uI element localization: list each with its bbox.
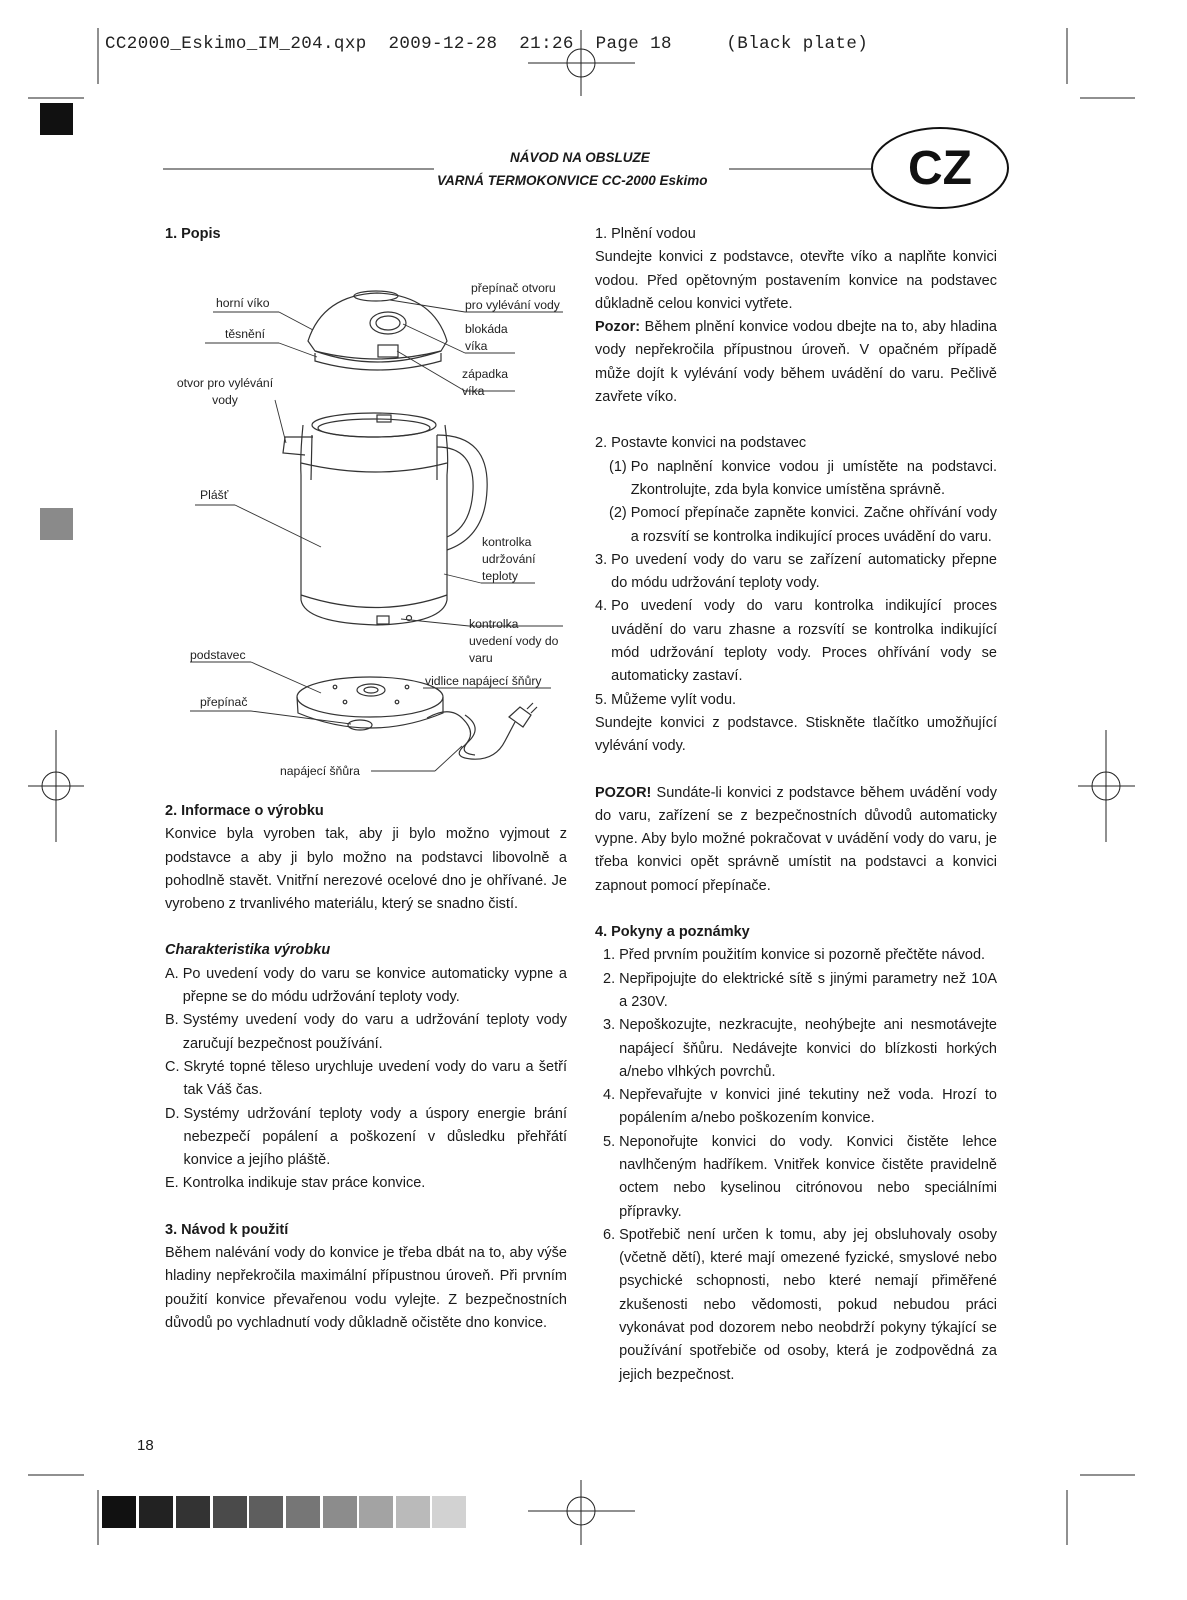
- label-snura: napájecí šňůra: [280, 764, 360, 778]
- label-kontrolka-udrzovani-line1: kontrolka: [482, 535, 532, 549]
- list-item: 4. Nepřevařujte v konvici jiné tekutiny než voda. Hrozí to popálením a/nebo poškozením konvice.: [603, 1087, 997, 1127]
- label-vidlice: vidlice napájecí šňůry: [425, 674, 542, 688]
- list-item: 5. Neponořujte konvici do vody. Konvici čistěte lehce navlhčeným hadříkem. Vnitřek konvice čistěte pravidelně octem nebo kyselinou citrónovou nebo speciálními přípravky.: [603, 1133, 997, 1220]
- list-item: (2) Pomocí přepínače zapněte konvici. Začne ohřívání vody a rozsvítí se kontrolka indikující proces uvádění do varu.: [609, 505, 997, 545]
- label-plast: Plášť: [200, 488, 229, 502]
- list-item: D. Systémy udržování teploty vody a úspory energie brání nebezpečí popálení a poškození v důsledku přehřátí konvice a jejího pláště.: [165, 1105, 567, 1169]
- section-popis-heading: 1. Popis: [165, 226, 221, 242]
- list-item: A. Po uvedení vody do varu se konvice automaticky vypne a přepne se do módu udržování teploty vody.: [165, 965, 567, 1006]
- label-kontrolka-udrzovani-line2: udržování: [482, 552, 536, 566]
- kettle-body-outline: [301, 425, 448, 625]
- kettle-diagram: [165, 275, 575, 790]
- swatch: [176, 1496, 210, 1528]
- label-podstavec: podstavec: [190, 648, 246, 662]
- header-title-2: VARNÁ TERMOKONVICE CC-2000 Eskimo: [437, 173, 708, 188]
- label-kontrolka-uvedeni-line2: uvedení vody do: [469, 634, 559, 648]
- list-item: 2. Nepřipojujte do elektrické sítě s jinými parametry než 10A a 230V.: [603, 970, 997, 1010]
- file-slug: CC2000_Eskimo_IM_204.qxp 2009-12-28 21:26 Page 18 (Black plate): [105, 34, 869, 54]
- list-item: B. Systémy uvedení vody do varu a udržování teploty vody zaručují bezpečnost používání.: [165, 1012, 567, 1052]
- swatch: [286, 1496, 320, 1528]
- label-prepinac-otvoru-line1: přepínač otvoru: [471, 281, 556, 295]
- fill-text: Sundejte konvici z podstavce, otevřte víko a naplňte konvici vodou. Před opětovným postavením konvice na podstavec důkladně celou konvici vytřete.: [595, 249, 997, 312]
- country-badge: [870, 125, 1012, 215]
- section-char-heading: Charakteristika výrobku: [165, 942, 331, 959]
- label-zapadka-line2: víka: [462, 384, 485, 398]
- place-heading: 2. Postavte konvici na podstavec: [595, 435, 807, 452]
- list-item: 1. Před prvním použitím konvice si pozorně přečtěte návod.: [603, 947, 986, 964]
- label-blokada-line2: víka: [465, 339, 488, 353]
- label-horni-viko: horní víko: [216, 296, 270, 310]
- warning-text: Sundáte-li konvici z podstavce během uvádění vody do varu, zařízení se z bezpečnostních důvodů automaticky vypne. Aby bylo možné pokračovat v uvádění vody do varu, je třeba konvici opět správně umístit na podstavci a konvici zapnout pomocí přepínače.: [595, 784, 997, 894]
- label-kontrolka-uvedeni-line3: varu: [469, 651, 493, 665]
- label-blokada-line1: blokáda: [465, 322, 508, 336]
- section-use-heading: 3. Návod k použití: [165, 1221, 289, 1238]
- fill-heading: 1. Plnění vodou: [595, 226, 696, 242]
- list-item: 3. Nepoškozujte, nezkracujte, neohýbejte ani nesmotávejte napájecí šňůru. Nedávejte konvici do blízkosti horkých a/nebo vlhkých povrchů.: [603, 1017, 997, 1080]
- section-info-text: Konvice byla vyroben tak, aby ji bylo možno vyjmout z podstavce a aby ji bylo možno na podstavci libovolně a pohodlně stavět. Vnitřní nerezové ocelové dno je ohřívané. Je vyrobeno z trvanlivého materiálu, který se snadno čistí.: [165, 826, 567, 913]
- label-zapadka-line1: západka: [462, 367, 509, 381]
- list-item: 4. Po uvedení vody do varu kontrolka indikující proces uvádění do varu zhasne a rozsvítí se kontrolka indikující mód udržování teploty vody. Proces ohřívání vody se automaticky zastaví.: [595, 598, 997, 685]
- swatch: [249, 1496, 283, 1528]
- after-text: Sundejte konvici z podstavce. Stiskněte tlačítko umožňující vylévání vody.: [595, 714, 997, 755]
- swatch: [323, 1496, 357, 1528]
- pozor-text: Během plnění konvice vodou dbejte na to, aby hladina vody nepřekročila přípustnou úroveň. V opačném případě může dojít k vylévání vody během uvádění do varu. Pečlivě zavřete víko.: [595, 319, 997, 406]
- pozor-paragraph: [595, 316, 997, 409]
- swatch: [102, 1496, 136, 1528]
- left-column-top: [165, 223, 567, 246]
- section-info-heading: 2. Informace o výrobku: [165, 803, 324, 819]
- label-otvor-line2: vody: [212, 393, 238, 407]
- swatch: [359, 1496, 393, 1528]
- swatch: [213, 1496, 247, 1528]
- label-tesneni: těsnění: [225, 327, 265, 341]
- list-item: C. Skryté topné těleso urychluje uvedení vody do varu a šetří tak Váš čas.: [165, 1058, 567, 1099]
- label-kontrolka-udrzovani-line3: teploty: [482, 569, 518, 583]
- label-prepinac-otvoru-line2: pro vylévání vody: [465, 298, 560, 312]
- warning-label: POZOR!: [595, 784, 652, 801]
- notes-heading: 4. Pokyny a poznámky: [595, 924, 750, 941]
- list-item: 3. Po uvedení vody do varu se zařízení automaticky přepne do módu udržování teploty vody.: [595, 551, 997, 592]
- warning-paragraph: [595, 782, 997, 898]
- section-use-text: Během nalévání vody do konvice je třeba dbát na to, aby výše hladiny nepřekročila maximální přípustnou úroveň. Při prvním použití konvice převařenou vodu vylejte. Z bezpečnostních důvodů po vychladnutí vody důkladně očistěte dno konvice.: [165, 1245, 567, 1331]
- swatch: [396, 1496, 430, 1528]
- list-item: (1) Po naplnění konvice vodou ji umístěte na podstavci. Zkontrolujte, zda byla konvice umístěna správně.: [609, 458, 997, 498]
- list-item: 5. Můžeme vylít vodu.: [595, 691, 737, 708]
- left-column: [165, 800, 567, 1335]
- list-item: E. Kontrolka indikuje stav práce konvice.: [165, 1175, 426, 1192]
- label-otvor-line1: otvor pro vylévání: [176, 376, 274, 390]
- base-outline: [297, 677, 443, 717]
- pozor-label: Pozor:: [595, 319, 641, 336]
- label-kontrolka-uvedeni-line1: kontrolka: [469, 617, 519, 631]
- right-column: [595, 223, 997, 1387]
- header-title-1: NÁVOD NA OBSLUZE: [510, 150, 650, 165]
- list-item: 6. Spotřebič není určen k tomu, aby jej obsluhovaly osoby (včetně dětí), které mají omezené fyzické, smyslové nebo psychické schopnosti, nebo které nemají přiměřené zkušenosti nebo vědomosti, pokud nebudou práci vykonávat pod dozorem nebo neobdrží pokyny týkající se používání spotřebiče od osoby, která je zodpovědná za jejich bezpečnost.: [603, 1226, 997, 1383]
- country-code: CZ: [908, 142, 972, 195]
- swatch: [139, 1496, 173, 1528]
- swatch: [432, 1496, 466, 1528]
- page-number: 18: [137, 1437, 154, 1454]
- label-prepinac: přepínač: [200, 695, 248, 709]
